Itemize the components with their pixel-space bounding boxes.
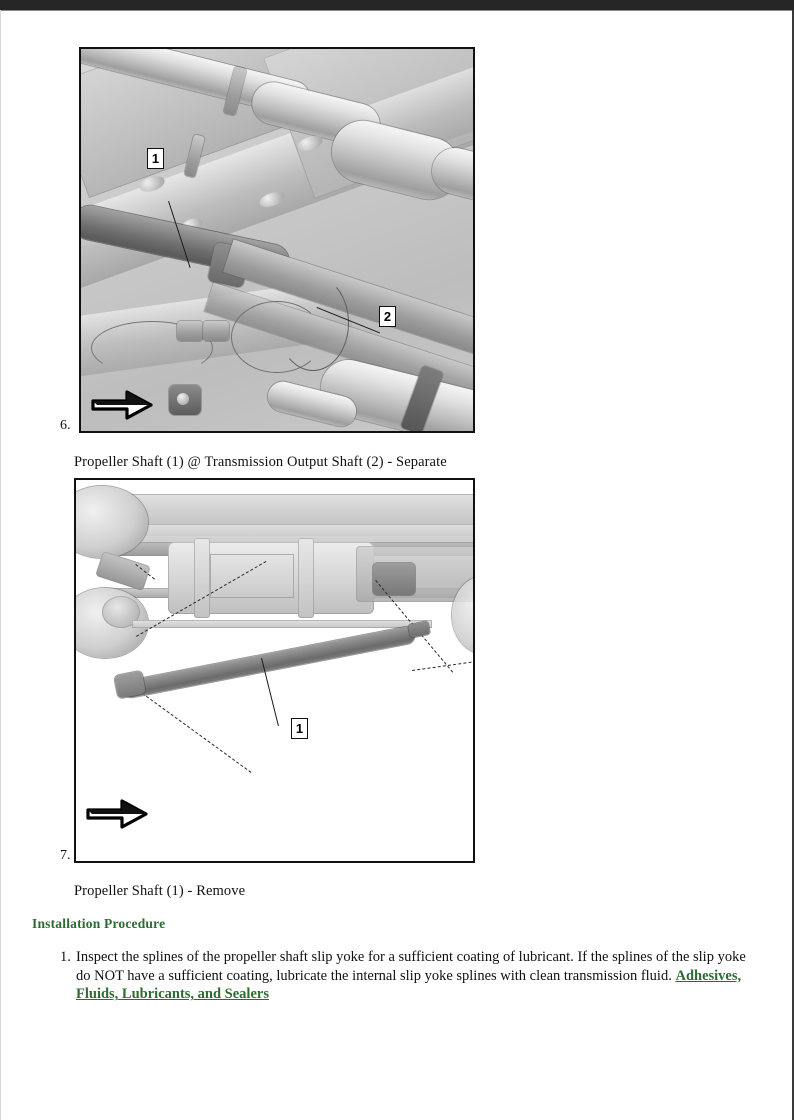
step-number: 6. — [60, 418, 71, 433]
figure-artwork — [81, 49, 473, 431]
figure-propeller-shaft-remove — [74, 478, 475, 863]
window-top-bar — [0, 0, 794, 10]
installation-procedure-list — [60, 948, 760, 1004]
list-item-marker: 1. — [60, 949, 71, 965]
page-frame-left — [0, 10, 1, 1120]
list-item-text: Inspect the splines of the propeller shaft slip yoke for a sufficient coating of lubricant. If the splines of the slip yoke do NOT have a sufficient coating, lubricate the internal slip yoke splines with clean transmission fluid. — [76, 949, 746, 984]
figure-caption: Propeller Shaft (1) - Remove — [74, 883, 246, 899]
arrow-right-outline-icon — [86, 796, 150, 830]
page-frame-top — [0, 10, 794, 11]
callout-1: 1 — [291, 718, 308, 739]
section-heading-installation-procedure: Installation Procedure — [32, 916, 166, 931]
figure-artwork — [76, 480, 473, 861]
arrow-right-outline-icon — [91, 387, 155, 421]
callout-2: 2 — [379, 306, 396, 327]
step-number: 7. — [60, 848, 71, 863]
list-item — [60, 948, 760, 1004]
figure-caption: Propeller Shaft (1) @ Transmission Output Shaft (2) - Separate — [74, 454, 447, 470]
figure-propeller-shaft-separate — [79, 47, 475, 433]
adhesives-fluids-lubricants-sealers-link[interactable]: Adhesives, Fluids, Lubricants, and Sealers — [76, 967, 742, 1003]
callout-1: 1 — [147, 148, 164, 169]
